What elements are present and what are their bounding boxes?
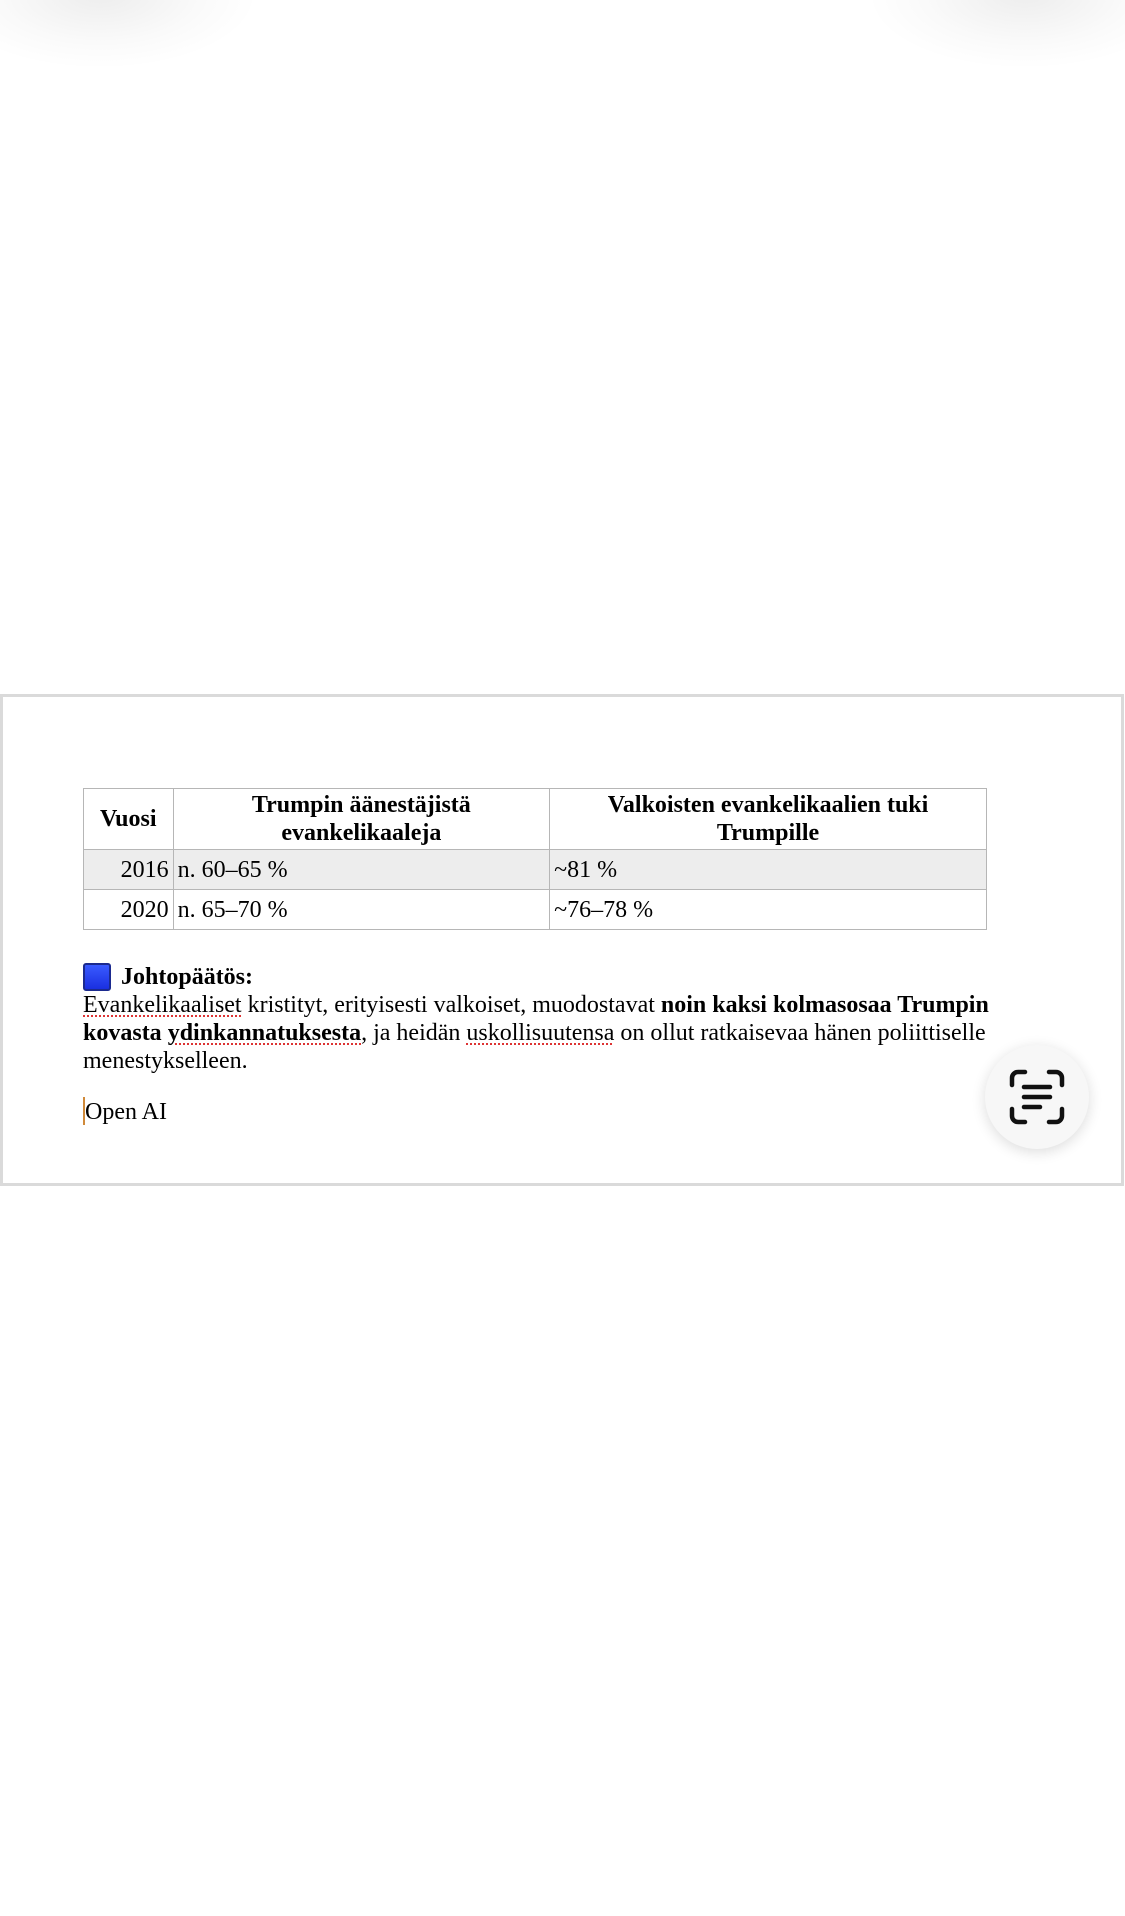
signature-line[interactable] xyxy=(83,1097,1023,1126)
cell-year: 2016 xyxy=(84,850,174,890)
header-year: Vuosi xyxy=(84,789,174,850)
conclusion-section xyxy=(83,963,1023,1075)
header-share: Trumpin äänestäjistä evankelikaaleja xyxy=(173,789,550,850)
conclusion-text: kristityt, erityisesti valkoiset, muodostavat xyxy=(241,992,661,1018)
live-text-scan-icon xyxy=(1008,1068,1066,1126)
cell-share: n. 60–65 % xyxy=(173,850,550,890)
conclusion-paragraph[interactable] xyxy=(83,991,1023,1075)
table-header-row xyxy=(84,789,987,850)
conclusion-text: , ja heidän xyxy=(361,1020,467,1046)
signature-text: Open AI xyxy=(85,1099,167,1125)
top-right-shadow xyxy=(865,0,1125,70)
live-text-scan-button[interactable] xyxy=(985,1045,1089,1149)
conclusion-text: on ollut ratkaisevaa hänen poliittiselle menestykselleen. xyxy=(83,1020,986,1074)
blue-square-icon xyxy=(83,963,111,991)
cell-year: 2020 xyxy=(84,890,174,930)
conclusion-heading-text: Johtopäätös: xyxy=(121,964,254,990)
top-left-shadow xyxy=(0,0,260,70)
document-page xyxy=(83,788,1023,1126)
table-row xyxy=(84,850,987,890)
cell-support: ~76–78 % xyxy=(550,890,987,930)
spellcheck-word[interactable]: Evankelikaaliset xyxy=(83,992,242,1018)
spellcheck-word[interactable]: uskollisuutensa xyxy=(466,1020,615,1046)
header-support: Valkoisten evankelikaalien tuki Trumpille xyxy=(550,789,987,850)
document-preview xyxy=(0,694,1124,1186)
conclusion-heading xyxy=(83,963,1023,991)
evangelical-support-table xyxy=(83,788,987,930)
spellcheck-word[interactable]: ydinkannatuksesta xyxy=(167,1020,362,1046)
conclusion-bold-text: noin kaksi kolmasosaa Trumpin kovasta xyxy=(83,992,989,1046)
cell-support: ~81 % xyxy=(550,850,987,890)
table-row xyxy=(84,890,987,930)
cell-share: n. 65–70 % xyxy=(173,890,550,930)
